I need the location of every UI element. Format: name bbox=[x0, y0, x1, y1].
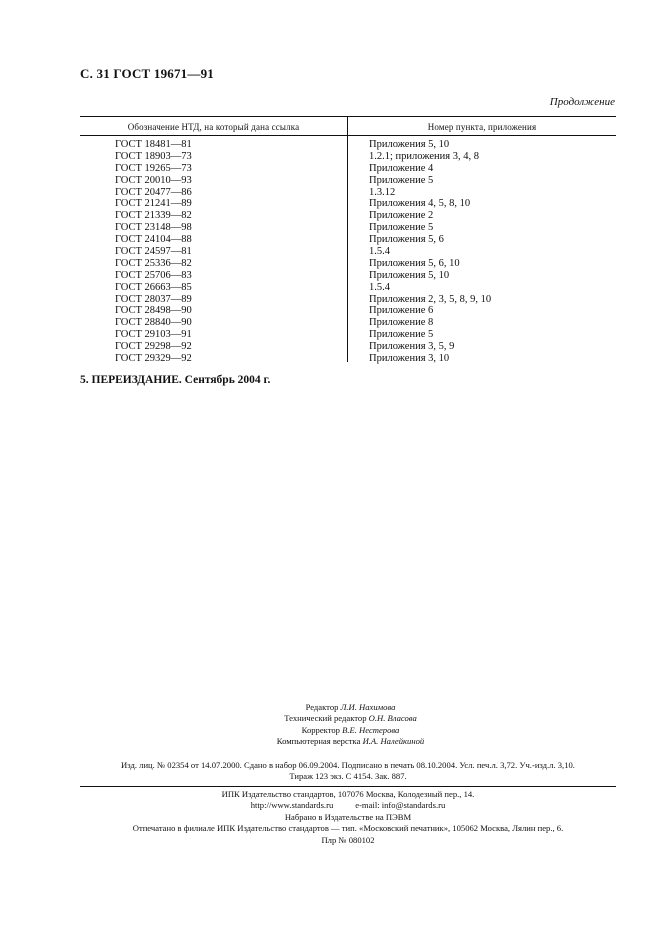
clause-reference: Приложения 5, 10 bbox=[369, 269, 450, 281]
standard-designation: ГОСТ 29329—92 bbox=[115, 353, 192, 365]
continuation-label: Продолжение bbox=[549, 96, 615, 108]
standard-designation: ГОСТ 26663—85 bbox=[115, 281, 192, 293]
standard-designation: ГОСТ 21241—89 bbox=[115, 198, 192, 210]
table-row bbox=[80, 317, 616, 329]
table-header-rule bbox=[80, 135, 616, 136]
imprint-line-1: Изд. лиц. № 02354 от 14.07.2000. Сдано в набор 06.09.2004. Подписано в печать 08.10.2004. Усл. печ.л. 3,72. Уч.-изд.л. 3,10. bbox=[121, 760, 575, 770]
clause-reference: Приложения 3, 5, 9 bbox=[369, 341, 455, 353]
clause-reference: 1.3.12 bbox=[369, 186, 396, 198]
table-row bbox=[80, 353, 616, 365]
credit-proofreader: Корректор В.Е. Нестерова bbox=[301, 724, 400, 735]
publisher-address: ИПК Издательство стандартов, 107076 Москва, Колодезный пер., 14. bbox=[221, 789, 475, 799]
standard-designation: ГОСТ 20010—93 bbox=[115, 174, 192, 186]
standard-designation: ГОСТ 29298—92 bbox=[115, 341, 192, 353]
table-row bbox=[80, 258, 616, 270]
imprint-line-2: Тираж 123 экз. С 4154. Зак. 887. bbox=[289, 771, 407, 782]
credit-layout: Компьютерная верстка И.А. Налейкиной bbox=[276, 736, 425, 747]
table-row bbox=[80, 198, 616, 210]
table-row bbox=[80, 305, 616, 317]
standard-designation: ГОСТ 20477—86 bbox=[115, 186, 192, 198]
typeset-note: Набрано в Издательстве на ПЭВМ bbox=[284, 811, 412, 822]
table-row bbox=[80, 329, 616, 341]
clause-reference: Приложения 5, 10 bbox=[369, 139, 450, 150]
clause-reference: 1.5.4 bbox=[369, 281, 390, 293]
standard-designation: ГОСТ 18903—73 bbox=[115, 150, 192, 162]
column-header-standard: Обозначение НТД, на который дана ссылка bbox=[127, 122, 300, 132]
table-row bbox=[80, 294, 616, 306]
standard-designation: ГОСТ 25336—82 bbox=[115, 257, 192, 269]
table-row bbox=[80, 234, 616, 246]
standard-designation: ГОСТ 19265—73 bbox=[115, 162, 192, 174]
publisher-website: http://www.standards.ru bbox=[250, 800, 334, 811]
clause-reference: Приложение 5 bbox=[369, 222, 434, 234]
table-row bbox=[80, 187, 616, 199]
clause-reference: Приложение 5 bbox=[369, 329, 434, 341]
clause-reference: 1.5.4 bbox=[369, 246, 390, 258]
clause-reference: Приложение 4 bbox=[369, 162, 434, 174]
standard-designation: ГОСТ 28498—90 bbox=[115, 305, 192, 317]
clause-reference: Приложения 4, 5, 8, 10 bbox=[369, 198, 471, 210]
table-body bbox=[80, 139, 616, 365]
clause-reference: 1.2.1; приложения 3, 4, 8 bbox=[369, 150, 479, 162]
publisher-block bbox=[80, 789, 616, 846]
clause-reference: Приложение 2 bbox=[369, 210, 434, 222]
clause-reference: Приложения 2, 3, 5, 8, 9, 10 bbox=[369, 293, 492, 305]
table-row bbox=[80, 163, 616, 175]
credit-editor: Редактор Л.И. Нахимова bbox=[305, 702, 396, 712]
references-table bbox=[80, 116, 616, 365]
table-row bbox=[80, 246, 616, 258]
table-row bbox=[80, 222, 616, 234]
clause-reference: Приложения 5, 6 bbox=[369, 234, 444, 246]
publisher-email: e-mail: info@standards.ru bbox=[355, 800, 446, 811]
standard-designation: ГОСТ 24597—81 bbox=[115, 246, 192, 258]
table-row bbox=[80, 282, 616, 294]
standard-designation: ГОСТ 28037—89 bbox=[115, 293, 192, 305]
clause-reference: Приложение 5 bbox=[369, 174, 434, 186]
standard-designation: ГОСТ 25706—83 bbox=[115, 269, 192, 281]
imprint-separator bbox=[80, 786, 616, 787]
table-top-rule bbox=[80, 116, 616, 117]
table-row bbox=[80, 210, 616, 222]
standard-designation: ГОСТ 29103—91 bbox=[115, 329, 192, 341]
standard-designation: ГОСТ 18481—81 bbox=[115, 139, 192, 150]
column-header-clause: Номер пункта, приложения bbox=[427, 122, 537, 132]
credits-block bbox=[0, 702, 661, 748]
imprint-block bbox=[80, 760, 616, 783]
standard-designation: ГОСТ 28840—90 bbox=[115, 317, 192, 329]
standard-designation: ГОСТ 21339—82 bbox=[115, 210, 192, 222]
standard-designation: ГОСТ 23148—98 bbox=[115, 222, 192, 234]
clause-reference: Приложения 5, 6, 10 bbox=[369, 257, 460, 269]
clause-reference: Приложения 3, 10 bbox=[369, 353, 450, 365]
clause-reference: Приложение 8 bbox=[369, 317, 434, 329]
standard-designation: ГОСТ 24104—88 bbox=[115, 234, 192, 246]
reissue-note: 5. ПЕРЕИЗДАНИЕ. Сентябрь 2004 г. bbox=[80, 374, 271, 386]
table-row bbox=[80, 175, 616, 187]
credit-tech-editor: Технический редактор О.Н. Власова bbox=[284, 713, 417, 724]
page-header: С. 31 ГОСТ 19671—91 bbox=[80, 66, 214, 81]
plr-number: Плр № 080102 bbox=[321, 834, 375, 845]
table-row bbox=[80, 341, 616, 353]
printed-note: Отпечатано в филиале ИПК Издательство стандартов — тип. «Московский печатник», 105062 Москва, Лялин пер., 6. bbox=[132, 823, 564, 834]
publisher-contacts bbox=[80, 800, 616, 811]
table-row bbox=[80, 151, 616, 163]
table-row bbox=[80, 139, 616, 151]
clause-reference: Приложение 6 bbox=[369, 305, 434, 317]
table-row bbox=[80, 270, 616, 282]
